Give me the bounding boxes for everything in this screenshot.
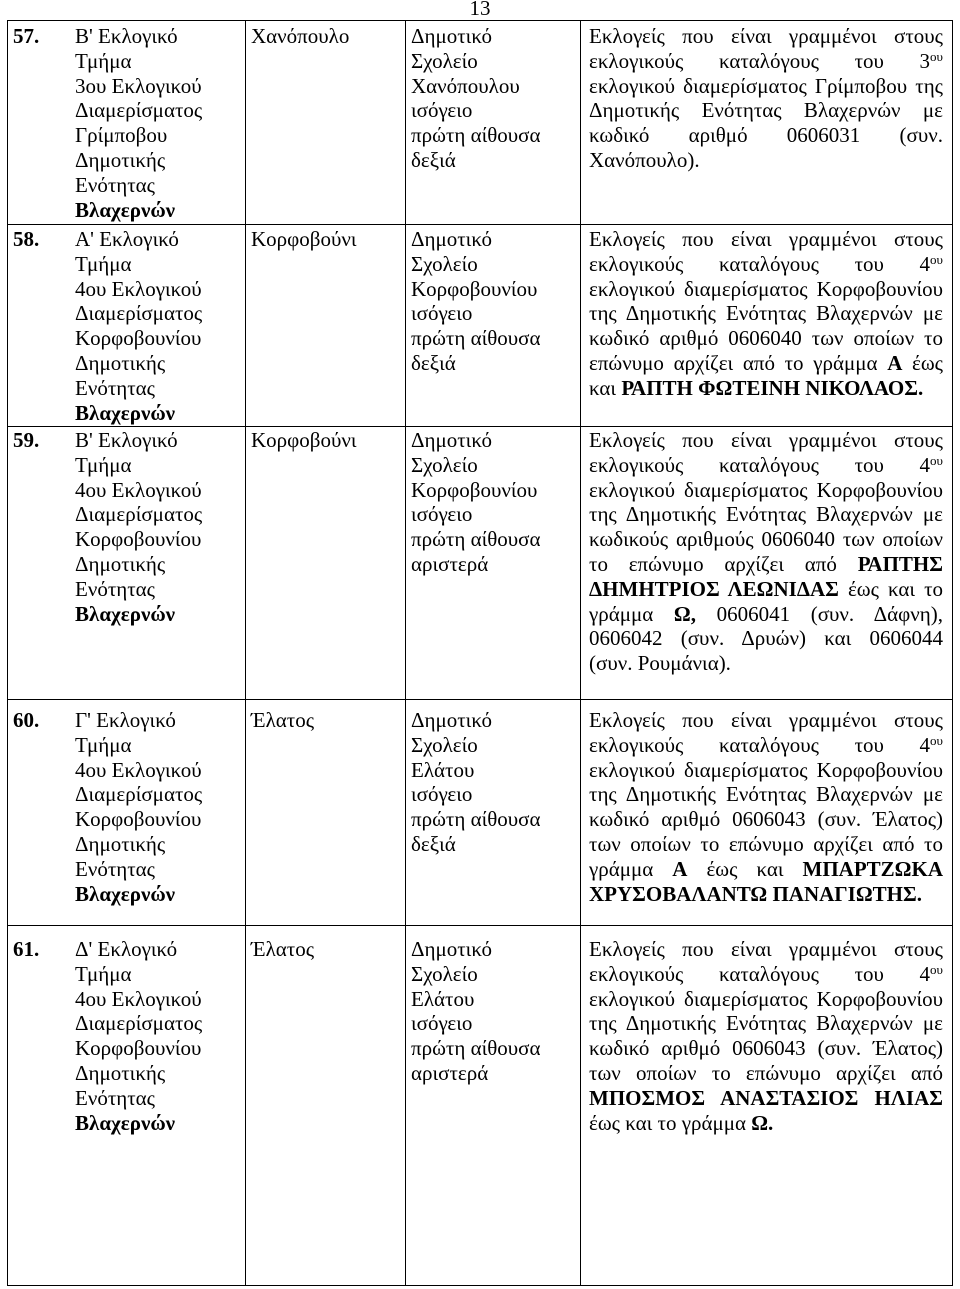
- place-cell: [246, 926, 406, 1286]
- voters-line: [589, 49, 943, 74]
- location-line: πρώτη αίθουσα: [411, 1036, 541, 1061]
- section-line: Βλαχερνών: [75, 601, 176, 626]
- text-run: Δημοτικής Ενότητας Βλαχερνών με: [589, 98, 943, 123]
- voters-line: [589, 651, 943, 676]
- section-line: Δημοτικής: [75, 551, 166, 576]
- location-line: Σχολείο: [411, 452, 478, 477]
- location-line: Σχολείο: [411, 961, 478, 986]
- voters-line-text: [589, 577, 943, 601]
- voters-line-text: [589, 708, 943, 732]
- voters-line: [589, 708, 943, 733]
- bold-text-run: Α: [887, 350, 903, 375]
- superscript-text: ου: [930, 961, 943, 977]
- voters-line-text: [589, 24, 943, 48]
- section-line: Ενότητας: [75, 1085, 156, 1110]
- location-line: ισόγειο: [411, 782, 473, 807]
- section-line: Β' Εκλογικό: [75, 428, 178, 452]
- row-number: 59.: [13, 428, 40, 452]
- voters-line: [589, 577, 943, 602]
- voters-line-text: [589, 148, 700, 172]
- section-line: Ενότητας: [75, 375, 156, 400]
- location-cell: [406, 700, 581, 926]
- voters-line-text: [589, 962, 943, 986]
- row-number: 61.: [13, 937, 40, 961]
- voters-line: [589, 832, 943, 857]
- bold-text-run: ΜΠΑΡΤΖΩΚΑ: [802, 856, 943, 881]
- section-line: Κορφοβουνίου: [75, 1036, 202, 1061]
- location-line: πρώτη αίθουσα: [411, 807, 541, 832]
- section-line: Κορφοβουνίου: [75, 326, 202, 351]
- text-run: 0606041 (συν. Δάφνη),: [695, 601, 943, 626]
- voters-line-text: [589, 123, 943, 147]
- voters-line: [589, 502, 943, 527]
- bold-text-run: ΧΡΥΣΟΒΑΛΑΝΤΩ ΠΑΝΑΓΙΩΤΗΣ.: [589, 881, 922, 906]
- section-lines: [75, 708, 202, 906]
- voters-line: [589, 733, 943, 758]
- text-run: κωδικό αριθμό 0606040 των οποίων το: [589, 326, 943, 351]
- place-cell: [246, 427, 406, 700]
- voters-line: [589, 252, 943, 277]
- voters-line: [589, 782, 943, 807]
- voters-line: [589, 1086, 943, 1111]
- voters-line: [589, 987, 943, 1012]
- text-run: εκλογικού διαμερίσματος Κορφοβουνίου: [589, 477, 943, 502]
- location-line: ισόγειο: [411, 98, 473, 123]
- location-line: δεξιά: [411, 350, 456, 375]
- section-line: Τμήμα: [75, 961, 132, 986]
- section-lines: [75, 227, 202, 425]
- bold-text-run: ΜΠΟΣΜΟΣ ΑΝΑΣΤΑΣΙΟΣ ΗΛΙΑΣ: [589, 1085, 943, 1110]
- voters-line: [589, 98, 943, 123]
- voters-line: [589, 123, 943, 148]
- location-line: Κορφοβουνίου: [411, 477, 538, 502]
- voters-line: [589, 807, 943, 832]
- section-line: Διαμερίσματος: [75, 502, 203, 527]
- section-line: Γρίμποβου: [75, 123, 168, 148]
- text-run: Εκλογείς που είναι γραμμένοι στους: [589, 708, 943, 732]
- voters-line-text: [589, 602, 943, 626]
- section-block: [8, 937, 245, 1135]
- text-run: (συν. Ρουμάνια).: [589, 651, 731, 676]
- table-row: [8, 926, 953, 1286]
- text-run: της Δημοτικής Ενότητας Βλαχερνών με: [589, 301, 943, 326]
- place-name: Κορφοβούνι: [251, 227, 357, 251]
- voters-line-text: [589, 651, 731, 675]
- text-run: έως και: [687, 856, 803, 881]
- section-line: Δημοτικής: [75, 1060, 166, 1085]
- text-run: Εκλογείς που είναι γραμμένοι στους: [589, 24, 943, 48]
- section-lines: [75, 24, 202, 222]
- text-run: της Δημοτικής Ενότητας Βλαχερνών με: [589, 1011, 943, 1036]
- text-run: εκλογικούς καταλόγους του 4: [589, 452, 931, 477]
- text-run: και: [589, 375, 622, 400]
- location-line: Δημοτικό: [411, 428, 492, 452]
- superscript-text: ου: [930, 48, 943, 64]
- voters-line: [589, 857, 943, 882]
- voters-line-text: [589, 74, 943, 98]
- voters-line-text: [589, 527, 943, 551]
- location-line: ισόγειο: [411, 502, 473, 527]
- voters-line-text: [589, 882, 922, 906]
- section-line: Κορφοβουνίου: [75, 807, 202, 832]
- voters-line: [589, 1061, 943, 1086]
- text-run: εκλογικού διαμερίσματος Γρίμποβου της: [589, 73, 943, 98]
- voters-line: [589, 301, 943, 326]
- voters-line: [589, 626, 943, 651]
- location-line: Χανόπουλου: [411, 73, 520, 98]
- voters-line-text: [589, 277, 943, 301]
- voters-line: [589, 376, 943, 401]
- voters-line-text: [589, 937, 943, 961]
- text-run: εκλογικούς καταλόγους του 4: [589, 961, 931, 986]
- section-line: Κορφοβουνίου: [75, 527, 202, 552]
- section-cell: [8, 21, 246, 225]
- text-run: των οποίων το επώνυμο αρχίζει από το: [589, 831, 943, 856]
- bold-text-run: ΡΑΠΤΗΣ: [857, 551, 943, 576]
- voters-line-text: [589, 1061, 943, 1085]
- text-run: επώνυμο αρχίζει από το γράμμα: [589, 350, 888, 375]
- location-line: ισόγειο: [411, 1011, 473, 1036]
- voters-line-text: [589, 49, 943, 73]
- place-cell: [246, 225, 406, 427]
- text-run: εκλογικού διαμερίσματος Κορφοβουνίου: [589, 276, 943, 301]
- section-cell: [8, 427, 246, 700]
- text-run: έως και το: [838, 576, 944, 601]
- text-run: έως και το γράμμα: [589, 1110, 752, 1135]
- text-run: έως: [902, 350, 943, 375]
- table-row: [8, 225, 953, 427]
- bold-text-run: ΡΑΠΤΗ ΦΩΤΕΙΝΗ ΝΙΚΟΛΑΟΣ.: [621, 375, 924, 400]
- location-line: Δημοτικό: [411, 708, 492, 732]
- text-run: Χανόπουλο).: [589, 147, 700, 172]
- superscript-text: ου: [930, 732, 943, 748]
- table-row: [8, 21, 953, 225]
- text-run: εκλογικούς καταλόγους του 3: [589, 48, 931, 73]
- section-lines: [75, 937, 202, 1135]
- location-line: πρώτη αίθουσα: [411, 527, 541, 552]
- section-line: Δημοτικής: [75, 147, 166, 172]
- text-run: 0606042 (συν. Δρυών) και 0606044: [589, 626, 943, 651]
- section-line: Βλαχερνών: [75, 1110, 176, 1135]
- section-line: Τμήμα: [75, 452, 132, 477]
- voters-line-text: [589, 1086, 943, 1110]
- location-line: Ελάτου: [411, 757, 475, 782]
- voters-line: [589, 552, 943, 577]
- voters-line-text: [589, 376, 923, 400]
- location-cell: [406, 427, 581, 700]
- voters-line: [589, 227, 943, 252]
- section-cell: [8, 225, 246, 427]
- voters-line: [589, 1111, 943, 1136]
- voters-line-text: [589, 857, 943, 881]
- section-cell: [8, 700, 246, 926]
- voters-line-text: [589, 98, 943, 122]
- voters-line: [589, 962, 943, 987]
- voters-cell: [581, 700, 953, 926]
- voters-line-text: [589, 807, 943, 831]
- section-line: Βλαχερνών: [75, 400, 176, 425]
- text-run: εκλογικού διαμερίσματος Κορφοβουνίου: [589, 986, 943, 1011]
- location-line: πρώτη αίθουσα: [411, 326, 541, 351]
- section-line: 4ου Εκλογικού: [75, 477, 202, 502]
- section-line: Τμήμα: [75, 732, 132, 757]
- text-run: κωδικό αριθμό 0606031 (συν.: [589, 123, 943, 148]
- location-line: Σχολείο: [411, 732, 478, 757]
- location-line: Σχολείο: [411, 48, 478, 73]
- location-line: Σχολείο: [411, 251, 478, 276]
- section-line: Δημοτικής: [75, 831, 166, 856]
- table-body: [8, 21, 953, 1286]
- text-run: κωδικούς αριθμούς 0606040 των οποίων: [589, 527, 943, 552]
- text-run: εκλογικούς καταλόγους του 4: [589, 251, 931, 276]
- voters-line: [589, 148, 943, 173]
- section-line: Διαμερίσματος: [75, 98, 203, 123]
- voters-line-text: [589, 552, 943, 576]
- section-block: [8, 708, 245, 906]
- location-line: αριστερά: [411, 551, 489, 576]
- voters-line-text: [589, 301, 943, 325]
- text-run: των οποίων το επώνυμο αρχίζει από: [589, 1060, 943, 1085]
- voters-line-text: [589, 987, 943, 1011]
- section-line: Διαμερίσματος: [75, 301, 203, 326]
- voters-cell: [581, 926, 953, 1286]
- bold-text-run: Ω,: [673, 601, 696, 626]
- voters-line-text: [589, 478, 943, 502]
- place-cell: [246, 21, 406, 225]
- bold-text-run: ΔΗΜΗΤΡΙΟΣ ΛΕΩΝΙΔΑΣ: [589, 576, 839, 601]
- table-row: [8, 427, 953, 700]
- section-block: [8, 428, 245, 626]
- voters-line: [589, 351, 943, 376]
- text-run: Εκλογείς που είναι γραμμένοι στους: [589, 937, 943, 961]
- section-line: Διαμερίσματος: [75, 1011, 203, 1036]
- section-line: 4ου Εκλογικού: [75, 986, 202, 1011]
- text-run: εκλογικούς καταλόγους του 4: [589, 732, 931, 757]
- voters-line: [589, 326, 943, 351]
- location-line: Δημοτικό: [411, 227, 492, 251]
- location-line: ισόγειο: [411, 301, 473, 326]
- voters-line: [589, 478, 943, 503]
- section-cell: [8, 926, 246, 1286]
- location-line: Ελάτου: [411, 986, 475, 1011]
- voters-line: [589, 882, 943, 907]
- voters-line-text: [589, 502, 943, 526]
- voters-line-text: [589, 1111, 773, 1135]
- text-run: Εκλογείς που είναι γραμμένοι στους: [589, 227, 943, 251]
- place-name: Κορφοβούνι: [251, 428, 357, 452]
- text-run: της Δημοτικής Ενότητας Βλαχερνών με: [589, 782, 943, 807]
- section-line: Γ' Εκλογικό: [75, 708, 176, 732]
- voters-line: [589, 937, 943, 962]
- section-line: Τμήμα: [75, 48, 132, 73]
- location-line: Δημοτικό: [411, 937, 492, 961]
- location-line: δεξιά: [411, 147, 456, 172]
- section-line: Α' Εκλογικό: [75, 227, 179, 251]
- location-cell: [406, 225, 581, 427]
- place-cell: [246, 700, 406, 926]
- page-number: 13: [469, 0, 491, 20]
- row-number: 60.: [13, 708, 40, 732]
- section-line: Ενότητας: [75, 172, 156, 197]
- section-line: 4ου Εκλογικού: [75, 276, 202, 301]
- section-line: 4ου Εκλογικού: [75, 757, 202, 782]
- row-number: 58.: [13, 227, 40, 251]
- section-line: 3ου Εκλογικού: [75, 73, 202, 98]
- voters-cell: [581, 225, 953, 427]
- location-line: αριστερά: [411, 1060, 489, 1085]
- voters-line-text: [589, 453, 943, 477]
- location-cell: [406, 926, 581, 1286]
- text-run: κωδικό αριθμό 0606043 (συν. Έλατος): [589, 1036, 943, 1061]
- section-lines: [75, 428, 202, 626]
- section-line: Δ' Εκλογικό: [75, 937, 178, 961]
- voters-line-text: [589, 832, 943, 856]
- voters-cell: [581, 427, 953, 700]
- voters-line-text: [589, 326, 943, 350]
- superscript-text: ου: [930, 452, 943, 468]
- location-line: δεξιά: [411, 831, 456, 856]
- voters-line: [589, 453, 943, 478]
- text-run: της Δημοτικής Ενότητας Βλαχερνών με: [589, 502, 943, 527]
- place-name: Έλατος: [251, 708, 315, 732]
- voters-line-text: [589, 227, 943, 251]
- text-run: γράμμα: [589, 601, 674, 626]
- superscript-text: ου: [930, 251, 943, 267]
- section-line: Βλαχερνών: [75, 881, 176, 906]
- text-run: γράμμα: [589, 856, 673, 881]
- polling-stations-table: [7, 20, 953, 1286]
- table-row: [8, 700, 953, 926]
- section-line: Διαμερίσματος: [75, 782, 203, 807]
- voters-line-text: [589, 626, 943, 650]
- voters-line-text: [589, 782, 943, 806]
- voters-cell: [581, 21, 953, 225]
- text-run: το επώνυμο αρχίζει από: [589, 551, 858, 576]
- voters-line-text: [589, 351, 943, 375]
- voters-line-text: [589, 252, 943, 276]
- section-line: Ενότητας: [75, 856, 156, 881]
- section-line: Τμήμα: [75, 251, 132, 276]
- text-run: εκλογικού διαμερίσματος Κορφοβουνίου: [589, 757, 943, 782]
- voters-line: [589, 428, 943, 453]
- voters-line: [589, 602, 943, 627]
- text-run: κωδικό αριθμό 0606043 (συν. Έλατος): [589, 807, 943, 832]
- section-line: Δημοτικής: [75, 350, 166, 375]
- voters-line-text: [589, 1036, 943, 1060]
- bold-text-run: Ω.: [751, 1110, 774, 1135]
- bold-text-run: Α: [672, 856, 688, 881]
- text-run: Εκλογείς που είναι γραμμένοι στους: [589, 428, 943, 452]
- section-block: [8, 227, 245, 425]
- location-cell: [406, 21, 581, 225]
- voters-line: [589, 74, 943, 99]
- place-name: Έλατος: [251, 937, 315, 961]
- voters-line: [589, 1036, 943, 1061]
- voters-line-text: [589, 428, 943, 452]
- voters-line: [589, 1011, 943, 1036]
- voters-line: [589, 277, 943, 302]
- section-line: Ενότητας: [75, 576, 156, 601]
- voters-line-text: [589, 733, 943, 757]
- place-name: Χανόπουλο: [251, 24, 350, 48]
- section-line: Βλαχερνών: [75, 197, 176, 222]
- location-line: Κορφοβουνίου: [411, 276, 538, 301]
- voters-line: [589, 758, 943, 783]
- voters-line-text: [589, 758, 943, 782]
- location-line: Δημοτικό: [411, 24, 492, 48]
- row-number: 57.: [13, 24, 40, 48]
- section-line: Β' Εκλογικό: [75, 24, 178, 48]
- location-line: πρώτη αίθουσα: [411, 123, 541, 148]
- voters-line: [589, 527, 943, 552]
- section-block: [8, 24, 245, 222]
- voters-line: [589, 24, 943, 49]
- voters-line-text: [589, 1011, 943, 1035]
